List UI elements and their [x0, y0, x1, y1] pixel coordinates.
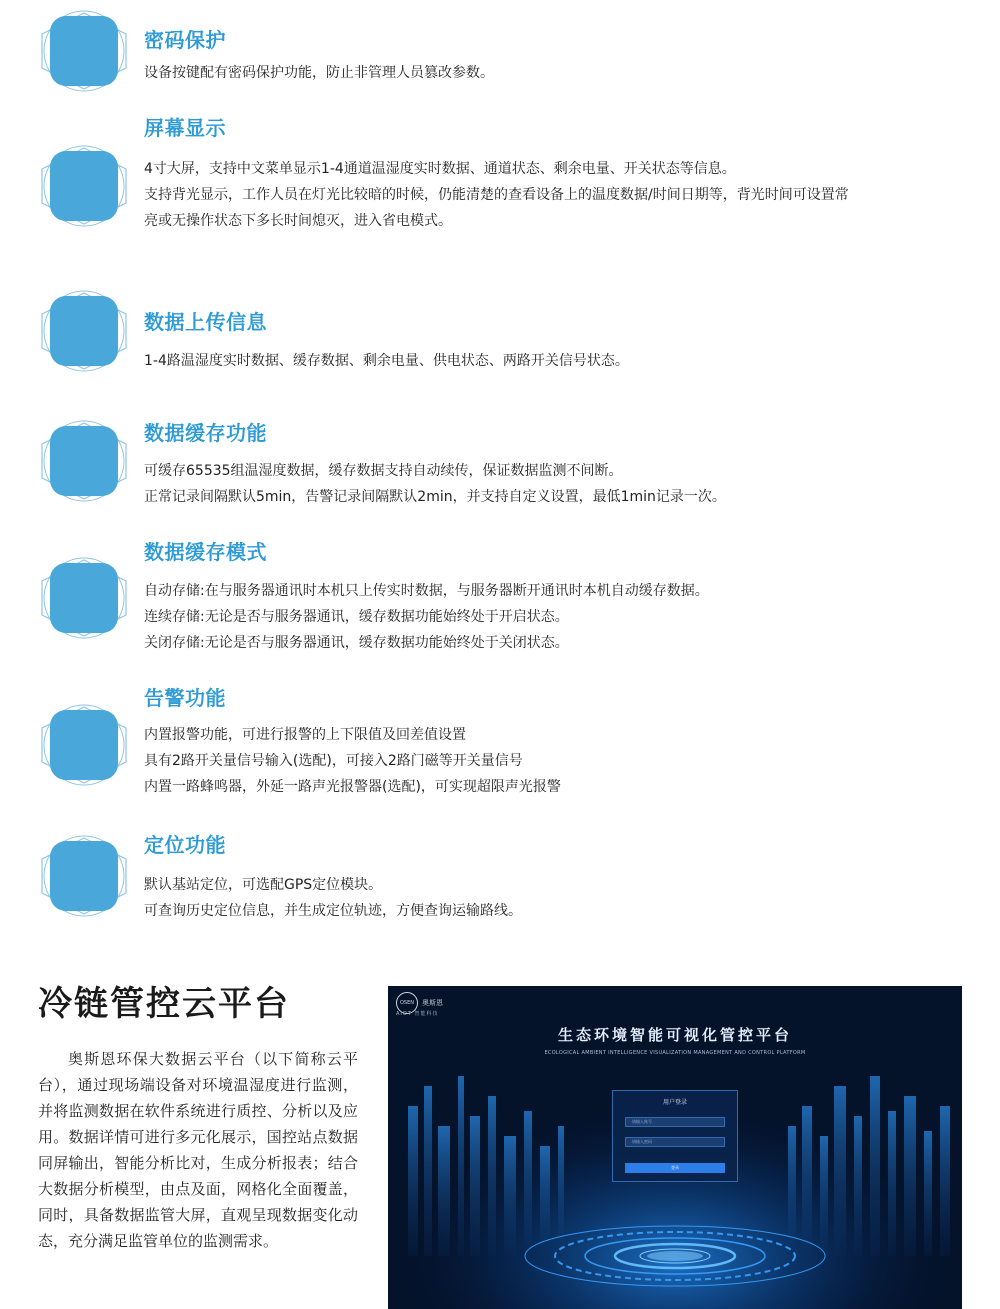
feature-icon-square	[50, 151, 118, 221]
login-title: 用户登录	[662, 1099, 687, 1106]
platform-description: 奥斯恩环保大数据云平台（以下简称云平台），通过现场端设备对环境温湿度进行监测，并将监测数据在软件系统进行质控、分析以及应用。数据详情可进行多元化展示，国控站点数据同屏输出，智能分析比对，生成分析报表；结合大数据分析模型，由点及面，网格化全面覆盖，同时，具备数据监管大屏，直观呈现数据变化动态，充分满足监管单位的监测需求。	[38, 1050, 358, 1250]
feature-line: 4寸大屏，支持中文菜单显示1-4通道温湿度实时数据、通道状态、剩余电量、开关状态等信息。	[144, 161, 736, 177]
feature-icon	[38, 557, 130, 639]
logo-subtitle: AIOT 智能科技	[396, 1011, 439, 1017]
feature-icon-square	[50, 426, 118, 496]
feature-title: 屏幕显示	[144, 116, 226, 140]
feature-title: 数据缓存模式	[144, 540, 267, 564]
feature-line: 内置报警功能，可进行报警的上下限值及回差值设置	[144, 727, 466, 743]
feature-line: 可查询历史定位信息，并生成定位轨迹，方便查询运输路线。	[144, 903, 522, 919]
feature-title: 告警功能	[144, 686, 226, 710]
feature-line: 可缓存65535组温湿度数据，缓存数据支持自动续传，保证数据监测不间断。	[144, 463, 623, 479]
feature-icon-square	[50, 296, 118, 366]
feature-description	[144, 458, 974, 510]
feature-title: 数据缓存功能	[144, 421, 267, 445]
screenshot-subtitle: ECOLOGICAL AMBIENT INTELLIGENCE VISUALIZATION MANAGEMENT AND CONTROL PLATFORM	[544, 1050, 806, 1056]
feature-line: 1-4路温湿度实时数据、缓存数据、剩余电量、供电状态、两路开关信号状态。	[144, 353, 629, 369]
platform-screenshot	[388, 986, 962, 1309]
feature-icon	[38, 835, 130, 917]
feature-description	[144, 722, 974, 800]
feature-icon-square	[50, 16, 118, 86]
feature-line: 具有2路开关量信号输入(选配)，可接入2路门磁等开关量信号	[144, 753, 523, 769]
feature-line: 自动存储:在与服务器通讯时本机只上传实时数据，与服务器断开通讯时本机自动缓存数据。	[144, 583, 709, 599]
feature-icon-square	[50, 841, 118, 911]
feature-line: 亮或无操作状态下多长时间熄灭，进入省电模式。	[144, 213, 452, 229]
feature-title: 数据上传信息	[144, 310, 267, 334]
feature-title: 密码保护	[144, 28, 226, 52]
screenshot-title: 生态环境智能可视化管控平台	[557, 1026, 792, 1044]
logo-mark: OSEN	[396, 992, 418, 1014]
feature-icon	[38, 290, 130, 372]
feature-description	[144, 872, 974, 924]
feature-line: 内置一路蜂鸣器，外延一路声光报警器(选配)，可实现超限声光报警	[144, 779, 561, 795]
logo-brand: 奥斯恩	[422, 999, 443, 1007]
feature-icon	[38, 145, 130, 227]
feature-line: 设备按键配有密码保护功能，防止非管理人员篡改参数。	[144, 65, 494, 81]
username-field[interactable]: 请输入账号	[625, 1117, 725, 1127]
feature-line: 连续存储:无论是否与服务器通讯，缓存数据功能始终处于开启状态。	[144, 609, 569, 625]
password-field[interactable]: 请输入密码	[625, 1137, 725, 1147]
feature-icon	[38, 10, 130, 92]
feature-description	[144, 60, 974, 86]
feature-line: 支持背光显示，工作人员在灯光比较暗的时候，仍能清楚的查看设备上的温度数据/时间日期等，背光时间可设置常	[144, 187, 849, 203]
feature-title: 定位功能	[144, 833, 226, 857]
login-panel	[612, 1090, 738, 1182]
feature-description	[144, 578, 974, 656]
platform-title: 冷链管控云平台	[38, 984, 290, 1024]
feature-icon	[38, 420, 130, 502]
feature-description	[144, 348, 974, 374]
feature-line: 关闭存储:无论是否与服务器通讯，缓存数据功能始终处于关闭状态。	[144, 635, 569, 651]
feature-icon	[38, 704, 130, 786]
login-button[interactable]: 登录	[625, 1163, 725, 1173]
feature-icon-square	[50, 563, 118, 633]
feature-description	[144, 156, 974, 234]
feature-line: 正常记录间隔默认5min，告警记录间隔默认2min，并支持自定义设置，最低1min记录一次。	[144, 489, 726, 505]
feature-icon-square	[50, 710, 118, 780]
feature-line: 默认基站定位，可选配GPS定位模块。	[144, 877, 383, 893]
